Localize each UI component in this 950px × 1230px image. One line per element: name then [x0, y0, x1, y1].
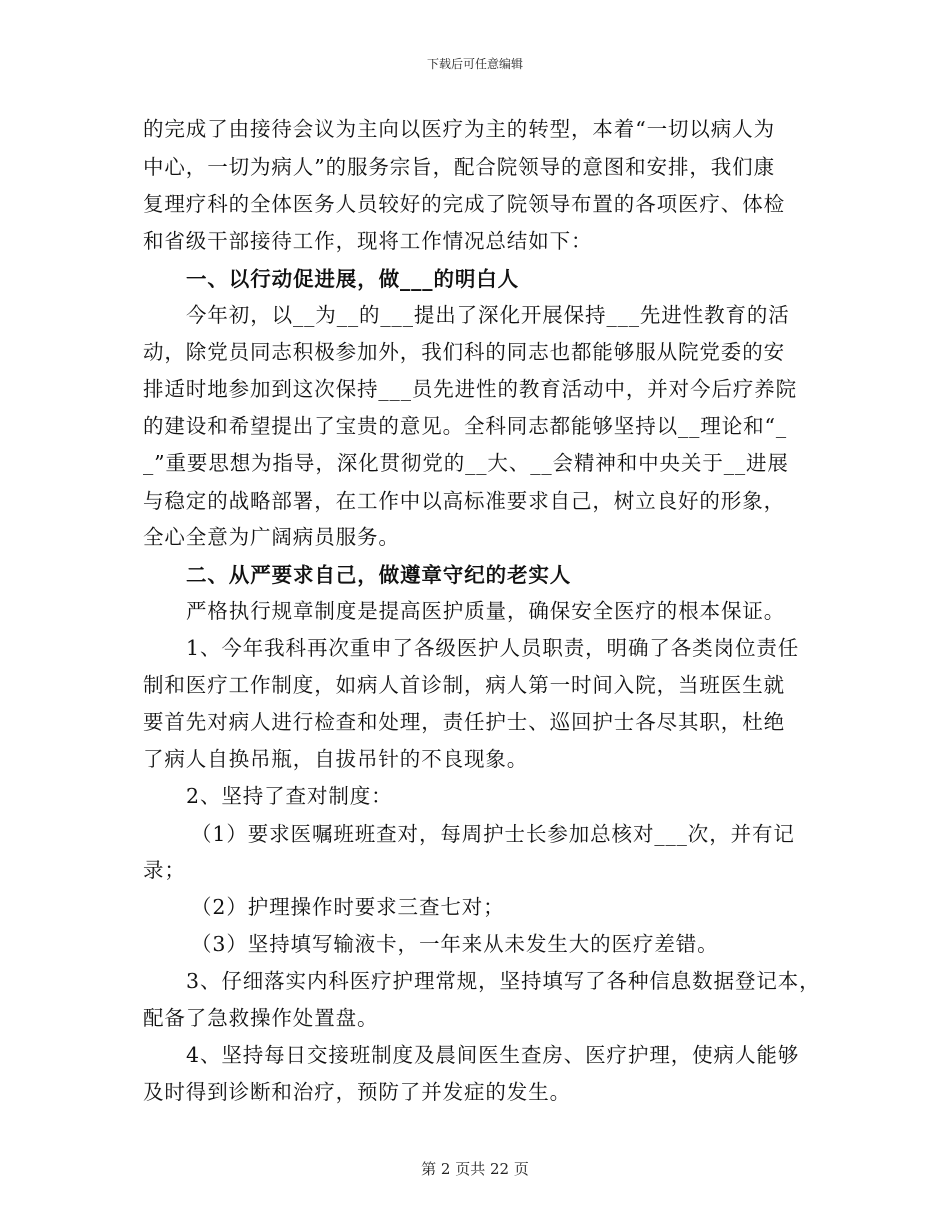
body-line: 与稳定的战略部署，在工作中以高标准要求自己，树立良好的形象， — [143, 489, 785, 513]
body-line: 中心，一切为病人”的服务宗旨，配合院领导的意图和安排，我们康 — [143, 155, 775, 179]
page-footer: 第 2 页共 22 页 — [421, 1160, 529, 1178]
body-line: （1）要求医嘱班班查对，每周护士长参加总核对___次，并有记 — [191, 822, 795, 846]
body-line: 录； — [143, 858, 186, 882]
body-line: 1、今年我科再次重申了各级医护人员职责，明确了各类岗位责任 — [186, 636, 800, 660]
body-line: 制和医疗工作制度，如病人首诊制，病人第一时间入院，当班医生就 — [143, 673, 785, 697]
body-line: （3）坚持填写输液卡，一年来从未发生大的医疗差错。 — [191, 932, 719, 956]
body-line: 2、坚持了查对制度： — [186, 784, 393, 808]
body-line: （2）护理操作时要求三查七对； — [191, 895, 505, 919]
body-line: 的建设和希望提出了宝贵的意见。全科同志都能够坚持以__理论和“_ — [143, 414, 788, 438]
body-line: 复理疗科的全体医务人员较好的完成了院领导布置的各项医疗、体检 — [143, 192, 785, 216]
section-heading-1: 一、以行动促进展，做___的明白人 — [186, 267, 520, 291]
body-line: _”重要思想为指导，深化贯彻党的__大、__会精神和中央关于__进展 — [143, 451, 789, 475]
body-line: 3、仔细落实内科医疗护理常规，坚持填写了各种信息数据登记本， — [186, 969, 821, 993]
body-line: 全心全意为广阔病员服务。 — [143, 525, 400, 549]
body-line: 配备了急救操作处置盘。 — [143, 1006, 379, 1030]
body-line: 和省级干部接待工作，现将工作情况总结如下： — [143, 229, 593, 253]
body-line: 4、坚持每日交接班制度及晨间医生查房、医疗护理，使病人能够 — [186, 1043, 800, 1067]
body-line: 排适时地参加到这次保持___员先进性的教育活动中，并对今后疗养院 — [143, 377, 798, 401]
body-line: 的完成了由接待会议为主向以医疗为主的转型，本着“一切以病人为 — [143, 117, 775, 141]
body-line: 及时得到诊断和治疗，预防了并发症的发生。 — [143, 1080, 571, 1104]
page-header: 下载后可任意编辑 — [426, 57, 523, 71]
body-line: 今年初，以__为__的___提出了深化开展保持___先进性教育的活 — [186, 303, 790, 327]
section-heading-2: 二、从严要求自己，做遵章守纪的老实人 — [186, 563, 572, 587]
body-line: 了病人自换吊瓶，自拔吊针的不良现象。 — [143, 747, 529, 771]
body-line: 严格执行规章制度是提高医护质量，确保安全医疗的根本保证。 — [186, 599, 786, 623]
body-line: 动，除党员同志积极参加外，我们科的同志也都能够服从院党委的安 — [143, 340, 785, 364]
body-line: 要首先对病人进行检查和处理，责任护士、巡回护士各尽其职，杜绝 — [143, 710, 785, 734]
